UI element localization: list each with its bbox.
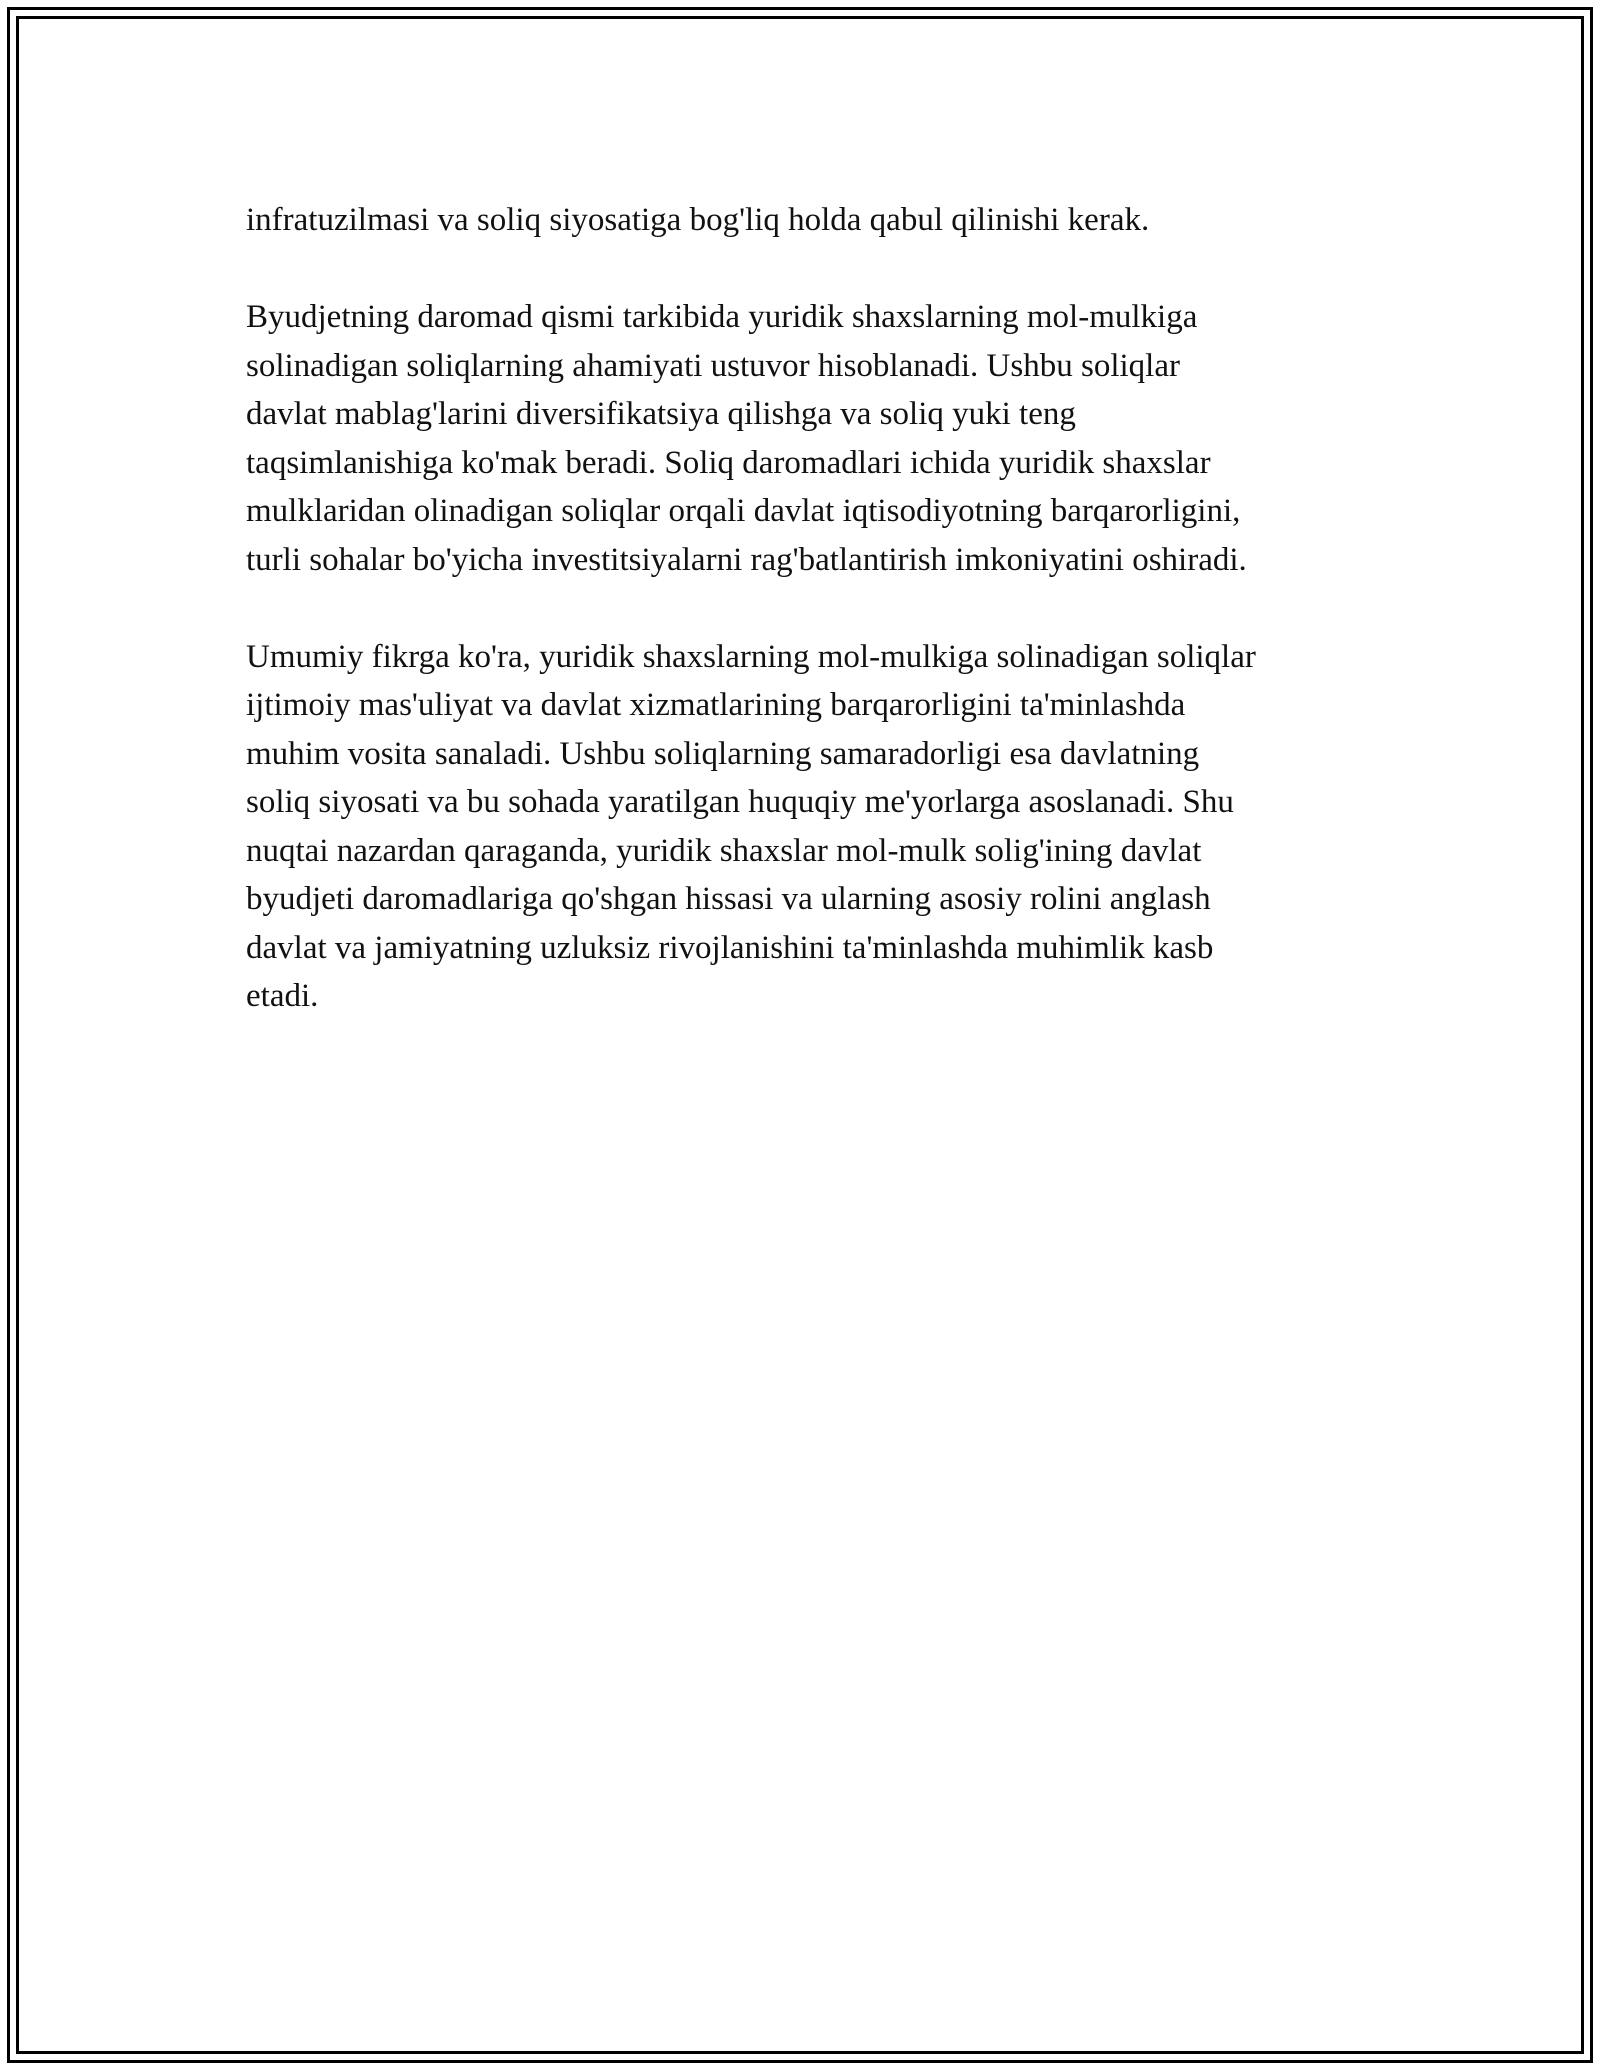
- paragraph-line: Byudjetning daromad qismi tarkibida yuridik shaxslarning mol-mulkiga: [246, 299, 1198, 335]
- paragraph-line: nuqtai nazardan qaraganda, yuridik shaxslar mol-mulk solig'ining davlat: [246, 832, 1202, 869]
- paragraph-line: muhim vosita sanaladi. Ushbu soliqlarning samaradorligi esa davlatning: [246, 735, 1200, 772]
- paragraph-line: solinadigan soliqlarning ahamiyati ustuvor hisoblanadi. Ushbu soliqlar: [246, 347, 1180, 384]
- paragraph-line: Umumiy fikrga ko'ra, yuridik shaxslarning mol-mulkiga solinadigan soliqlar: [246, 638, 1256, 675]
- page-frame: [7, 7, 1593, 2063]
- document-body: [246, 196, 1396, 1069]
- paragraph-line: mulklaridan olinadigan soliqlar orqali davlat iqtisodiyotning barqarorligini,: [246, 493, 1241, 529]
- paragraph-line: davlat va jamiyatning uzluksiz rivojlanishini ta'minlashda muhimlik kasb: [246, 929, 1214, 966]
- paragraph-line: davlat mablag'larini diversifikatsiya qilishga va soliq yuki teng: [246, 396, 1076, 432]
- paragraph-line: ijtimoiy mas'uliyat va davlat xizmatlarining barqarorligini ta'minlashda: [246, 687, 1186, 723]
- paragraph-line: taqsimlanishiga ko'mak beradi. Soliq daromadlari ichida yuridik shaxslar: [246, 444, 1211, 481]
- paragraph-line: etadi.: [246, 978, 319, 1014]
- paragraph-2: [246, 293, 1396, 584]
- paragraph-line: soliq siyosati va bu sohada yaratilgan huquqiy me'yorlarga asoslanadi. Shu: [246, 784, 1234, 820]
- paragraph-3: [246, 633, 1396, 1021]
- paragraph-line: byudjeti daromadlariga qo'shgan hissasi va ularning asosiy rolini anglash: [246, 881, 1211, 917]
- paragraph-1: [246, 196, 1396, 245]
- paragraph-line: turli sohalar bo'yicha investitsiyalarni rag'batlantirish imkoniyatini oshiradi.: [246, 541, 1247, 578]
- paragraph-line: infratuzilmasi va soliq siyosatiga bog'liq holda qabul qilinishi kerak.: [246, 202, 1150, 238]
